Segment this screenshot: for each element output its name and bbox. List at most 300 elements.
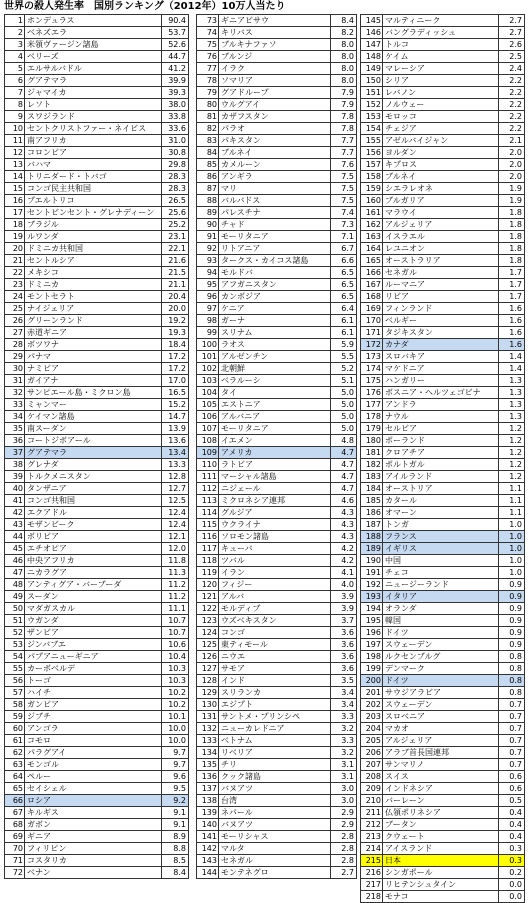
table-row xyxy=(197,255,357,267)
table-row xyxy=(361,591,525,603)
rate-cell: 20.0 xyxy=(162,303,189,315)
table-row xyxy=(197,651,357,663)
country-cell: シンガポール xyxy=(383,867,499,879)
rate-cell: 14.7 xyxy=(162,411,189,423)
rate-cell: 1.1 xyxy=(499,507,525,519)
country-cell: ルワンダ xyxy=(25,231,162,243)
rate-cell: 90.4 xyxy=(162,15,189,27)
rate-cell: 3.5 xyxy=(331,675,357,687)
rate-cell: 1.4 xyxy=(499,363,525,375)
country-cell: バーレーン xyxy=(383,795,499,807)
rank-cell: 58 xyxy=(5,699,25,711)
country-cell: ブルネイ xyxy=(383,171,499,183)
country-cell: ジンバブエ xyxy=(25,639,162,651)
table-row xyxy=(361,831,525,843)
country-cell: タイ xyxy=(219,387,331,399)
rate-cell: 1.1 xyxy=(499,495,525,507)
country-cell: ポーランド xyxy=(383,435,499,447)
country-cell: ドミニカ xyxy=(25,279,162,291)
rank-cell: 50 xyxy=(5,603,25,615)
country-cell: セネガル xyxy=(383,267,499,279)
table-row xyxy=(197,423,357,435)
country-cell: イタリア xyxy=(383,591,499,603)
country-cell: ベルギー xyxy=(383,315,499,327)
country-cell: ペルー xyxy=(25,771,162,783)
rate-cell: 6.4 xyxy=(331,303,357,315)
rank-cell: 108 xyxy=(197,435,219,447)
country-cell: ガイアナ xyxy=(25,375,162,387)
rank-cell: 81 xyxy=(197,111,219,123)
rate-cell: 0.7 xyxy=(499,747,525,759)
rank-cell: 126 xyxy=(197,651,219,663)
country-cell: アンギラ xyxy=(219,171,331,183)
ranking-column-3 xyxy=(360,14,525,903)
rank-cell: 173 xyxy=(361,351,383,363)
rank-cell: 88 xyxy=(197,195,219,207)
rate-cell: 5.0 xyxy=(331,399,357,411)
country-cell: モーリタニア xyxy=(219,423,331,435)
table-row xyxy=(197,531,357,543)
country-cell: バヌアツ xyxy=(219,783,331,795)
rate-cell: 4.0 xyxy=(331,579,357,591)
table-row xyxy=(197,435,357,447)
rate-cell: 0.3 xyxy=(499,855,525,867)
rate-cell: 0.6 xyxy=(499,783,525,795)
rate-cell: 6.5 xyxy=(331,291,357,303)
table-row xyxy=(5,327,189,339)
rate-cell: 17.2 xyxy=(162,363,189,375)
rank-cell: 133 xyxy=(197,735,219,747)
country-cell: オーストリア xyxy=(383,483,499,495)
table-row xyxy=(197,243,357,255)
country-cell: ブルガリア xyxy=(383,195,499,207)
rank-cell: 107 xyxy=(197,423,219,435)
rank-cell: 171 xyxy=(361,327,383,339)
table-row xyxy=(5,147,189,159)
table-row xyxy=(5,291,189,303)
rank-cell: 70 xyxy=(5,843,25,855)
rank-cell: 16 xyxy=(5,195,25,207)
rate-cell: 25.6 xyxy=(162,207,189,219)
rank-cell: 34 xyxy=(5,411,25,423)
table-row xyxy=(5,603,189,615)
country-cell: セネガル xyxy=(219,855,331,867)
rank-cell: 175 xyxy=(361,375,383,387)
rank-cell: 102 xyxy=(197,363,219,375)
rate-cell: 0.4 xyxy=(499,807,525,819)
country-cell: アンゴラ xyxy=(25,723,162,735)
rate-cell: 7.4 xyxy=(331,207,357,219)
rank-cell: 61 xyxy=(5,735,25,747)
rank-cell: 6 xyxy=(5,75,25,87)
rank-cell: 196 xyxy=(361,627,383,639)
table-row xyxy=(361,15,525,27)
country-cell: ナイジェリア xyxy=(25,303,162,315)
rate-cell: 39.9 xyxy=(162,75,189,87)
table-row xyxy=(5,567,189,579)
rate-cell: 3.6 xyxy=(331,651,357,663)
rate-cell: 2.2 xyxy=(499,123,525,135)
table-row xyxy=(5,735,189,747)
table-row xyxy=(5,75,189,87)
rate-cell: 4.6 xyxy=(331,495,357,507)
rank-cell: 101 xyxy=(197,351,219,363)
table-row xyxy=(5,219,189,231)
rate-cell: 0.9 xyxy=(499,639,525,651)
rate-cell: 38.0 xyxy=(162,99,189,111)
rank-cell: 144 xyxy=(197,867,219,879)
rank-cell: 117 xyxy=(197,543,219,555)
rank-cell: 149 xyxy=(361,63,383,75)
country-cell: 中国 xyxy=(383,555,499,567)
country-cell: ツバル xyxy=(219,555,331,567)
rank-cell: 1 xyxy=(5,15,25,27)
rank-cell: 187 xyxy=(361,519,383,531)
rank-cell: 85 xyxy=(197,159,219,171)
country-cell: スリナム xyxy=(219,327,331,339)
rate-cell: 23.1 xyxy=(162,231,189,243)
rate-cell: 7.5 xyxy=(331,183,357,195)
country-cell: ガーナ xyxy=(219,315,331,327)
table-row xyxy=(361,183,525,195)
country-cell: パキスタン xyxy=(219,135,331,147)
table-row xyxy=(197,63,357,75)
table-row xyxy=(5,135,189,147)
rank-cell: 213 xyxy=(361,831,383,843)
table-row xyxy=(361,531,525,543)
table-row xyxy=(197,687,357,699)
rate-cell: 30.8 xyxy=(162,147,189,159)
rate-cell: 3.6 xyxy=(331,639,357,651)
rate-cell: 1.8 xyxy=(499,219,525,231)
country-cell: オランダ xyxy=(383,603,499,615)
rate-cell: 0.7 xyxy=(499,723,525,735)
table-row xyxy=(5,699,189,711)
country-cell: カナダ xyxy=(383,339,499,351)
table-row xyxy=(5,579,189,591)
rank-cell: 168 xyxy=(361,291,383,303)
table-row xyxy=(5,555,189,567)
country-cell: トルクメニスタン xyxy=(25,471,162,483)
rank-cell: 65 xyxy=(5,783,25,795)
rank-cell: 209 xyxy=(361,783,383,795)
country-cell: ソマリア xyxy=(219,75,331,87)
rate-cell: 2.5 xyxy=(499,51,525,63)
country-cell: ベラルーシ xyxy=(219,375,331,387)
country-cell: カーボベルデ xyxy=(25,663,162,675)
rank-cell: 89 xyxy=(197,207,219,219)
rank-cell: 216 xyxy=(361,867,383,879)
rate-cell: 3.6 xyxy=(331,627,357,639)
table-row xyxy=(197,327,357,339)
country-cell: ケニア xyxy=(219,303,331,315)
country-cell: イエメン xyxy=(219,435,331,447)
table-row xyxy=(5,759,189,771)
rank-cell: 42 xyxy=(5,507,25,519)
country-cell: レバノン xyxy=(383,87,499,99)
rate-cell: 11.1 xyxy=(162,603,189,615)
table-row xyxy=(197,399,357,411)
rate-cell: 10.1 xyxy=(162,711,189,723)
country-cell: リビア xyxy=(383,291,499,303)
table-row xyxy=(5,111,189,123)
country-cell: モーリタニア xyxy=(219,231,331,243)
country-cell: スワジランド xyxy=(25,111,162,123)
country-cell: ガボン xyxy=(25,819,162,831)
rank-cell: 19 xyxy=(5,231,25,243)
rate-cell: 7.8 xyxy=(331,111,357,123)
rate-cell: 1.2 xyxy=(499,471,525,483)
table-row xyxy=(5,243,189,255)
rank-cell: 131 xyxy=(197,711,219,723)
rank-cell: 185 xyxy=(361,495,383,507)
rate-cell: 7.3 xyxy=(331,219,357,231)
rank-cell: 140 xyxy=(197,819,219,831)
rate-cell: 1.2 xyxy=(499,423,525,435)
table-row xyxy=(361,291,525,303)
rank-cell: 197 xyxy=(361,639,383,651)
table-row xyxy=(361,639,525,651)
country-cell: カメルーン xyxy=(219,159,331,171)
rank-cell: 68 xyxy=(5,819,25,831)
rate-cell: 0.9 xyxy=(499,591,525,603)
rank-cell: 13 xyxy=(5,159,25,171)
rate-cell: 10.0 xyxy=(162,735,189,747)
table-row xyxy=(5,795,189,807)
rank-cell: 87 xyxy=(197,183,219,195)
rank-cell: 8 xyxy=(5,99,25,111)
country-cell: ウズベキスタン xyxy=(219,615,331,627)
country-cell: トルコ xyxy=(383,39,499,51)
country-cell: モザンビーク xyxy=(25,519,162,531)
rate-cell: 22.1 xyxy=(162,243,189,255)
rate-cell: 2.7 xyxy=(499,27,525,39)
rank-cell: 162 xyxy=(361,219,383,231)
country-cell: スリランカ xyxy=(219,687,331,699)
rate-cell: 2.1 xyxy=(499,135,525,147)
rate-cell: 4.7 xyxy=(331,483,357,495)
rank-cell: 155 xyxy=(361,135,383,147)
country-cell: トリニダード・トバゴ xyxy=(25,171,162,183)
rank-cell: 43 xyxy=(5,519,25,531)
rank-cell: 75 xyxy=(197,39,219,51)
rate-cell: 4.7 xyxy=(331,471,357,483)
table-row xyxy=(197,123,357,135)
country-cell: エストニア xyxy=(219,399,331,411)
rate-cell: 29.8 xyxy=(162,159,189,171)
country-cell: ラオス xyxy=(219,339,331,351)
rate-cell: 6.7 xyxy=(331,243,357,255)
country-cell: 日本 xyxy=(383,855,499,867)
table-row xyxy=(5,807,189,819)
table-row xyxy=(197,831,357,843)
country-cell: マルタ xyxy=(219,843,331,855)
country-cell: ボリビア xyxy=(25,531,162,543)
rate-cell: 4.2 xyxy=(331,555,357,567)
rate-cell: 1.1 xyxy=(499,483,525,495)
table-row xyxy=(197,15,357,27)
rank-cell: 30 xyxy=(5,363,25,375)
rate-cell: 16.5 xyxy=(162,387,189,399)
country-cell: サンマリノ xyxy=(383,759,499,771)
table-row xyxy=(361,579,525,591)
rank-cell: 15 xyxy=(5,183,25,195)
rate-cell: 19.2 xyxy=(162,315,189,327)
country-cell: キューバ xyxy=(219,543,331,555)
rank-cell: 32 xyxy=(5,387,25,399)
country-cell: マケドニア xyxy=(383,363,499,375)
rank-cell: 194 xyxy=(361,603,383,615)
country-cell: パプアニューギニア xyxy=(25,651,162,663)
table-row xyxy=(197,219,357,231)
rate-cell: 0.9 xyxy=(499,603,525,615)
country-cell: イスラエル xyxy=(383,231,499,243)
country-cell: エルサルバドル xyxy=(25,63,162,75)
rate-cell: 9.6 xyxy=(162,771,189,783)
country-cell: グレナダ xyxy=(25,459,162,471)
rate-cell: 0.8 xyxy=(499,687,525,699)
rank-cell: 100 xyxy=(197,339,219,351)
table-row xyxy=(361,555,525,567)
table-row xyxy=(197,387,357,399)
rate-cell: 10.7 xyxy=(162,615,189,627)
table-row xyxy=(197,183,357,195)
table-row xyxy=(197,843,357,855)
table-row xyxy=(5,423,189,435)
rate-cell: 0.7 xyxy=(499,699,525,711)
table-row xyxy=(361,855,525,867)
table-row xyxy=(5,819,189,831)
rate-cell: 0.0 xyxy=(499,879,525,891)
rate-cell: 3.6 xyxy=(331,663,357,675)
rank-cell: 78 xyxy=(197,75,219,87)
rate-cell: 0.7 xyxy=(499,735,525,747)
country-cell: アルジェリア xyxy=(383,219,499,231)
rate-cell: 6.1 xyxy=(331,327,357,339)
country-cell: アフガニスタン xyxy=(219,279,331,291)
rate-cell: 15.2 xyxy=(162,399,189,411)
table-row xyxy=(197,339,357,351)
table-row xyxy=(5,591,189,603)
table-row xyxy=(5,687,189,699)
rank-cell: 84 xyxy=(197,147,219,159)
country-cell: インドネシア xyxy=(383,783,499,795)
table-row xyxy=(197,267,357,279)
rate-cell: 52.6 xyxy=(162,39,189,51)
table-row xyxy=(5,519,189,531)
rate-cell: 0.0 xyxy=(499,891,525,903)
table-row xyxy=(5,711,189,723)
rate-cell: 21.5 xyxy=(162,267,189,279)
rank-cell: 110 xyxy=(197,459,219,471)
table-row xyxy=(197,207,357,219)
table-row xyxy=(197,615,357,627)
rate-cell: 10.2 xyxy=(162,687,189,699)
rank-cell: 114 xyxy=(197,507,219,519)
rate-cell: 12.5 xyxy=(162,495,189,507)
table-row xyxy=(197,111,357,123)
rank-cell: 200 xyxy=(361,675,383,687)
country-cell: ミャンマー xyxy=(25,399,162,411)
rate-cell: 17.0 xyxy=(162,375,189,387)
ranking-column-2 xyxy=(196,14,357,879)
country-cell: ニューカレドニア xyxy=(219,723,331,735)
rank-cell: 82 xyxy=(197,123,219,135)
country-cell: グルジア xyxy=(219,507,331,519)
page-title: 世界の殺人発生率 国別ランキング（2012年）10万人当たり xyxy=(4,1,286,12)
rate-cell: 39.3 xyxy=(162,87,189,99)
table-row xyxy=(5,27,189,39)
table-row xyxy=(361,663,525,675)
rank-cell: 143 xyxy=(197,855,219,867)
rate-cell: 3.3 xyxy=(331,711,357,723)
table-row xyxy=(361,111,525,123)
country-cell: フィリピン xyxy=(25,843,162,855)
country-cell: セントクリストファー・ネイビス xyxy=(25,123,162,135)
rate-cell: 12.0 xyxy=(162,543,189,555)
country-cell: バルバドス xyxy=(219,195,331,207)
table-row xyxy=(361,675,525,687)
rate-cell: 3.0 xyxy=(331,795,357,807)
table-row xyxy=(361,543,525,555)
rank-cell: 24 xyxy=(5,291,25,303)
rate-cell: 1.6 xyxy=(499,327,525,339)
rank-cell: 138 xyxy=(197,795,219,807)
table-row xyxy=(361,231,525,243)
country-cell: フィンランド xyxy=(383,303,499,315)
country-cell: アイスランド xyxy=(383,843,499,855)
country-cell: スウェーデン xyxy=(383,699,499,711)
rate-cell: 7.9 xyxy=(331,87,357,99)
table-row xyxy=(361,435,525,447)
rank-cell: 29 xyxy=(5,351,25,363)
country-cell: バングラディッシュ xyxy=(383,27,499,39)
country-cell: コンゴ共和国 xyxy=(25,495,162,507)
rank-cell: 66 xyxy=(5,795,25,807)
rate-cell: 12.1 xyxy=(162,531,189,543)
country-cell: レソト xyxy=(25,99,162,111)
country-cell: マリ xyxy=(219,183,331,195)
rate-cell: 1.3 xyxy=(499,375,525,387)
table-row xyxy=(5,483,189,495)
table-row xyxy=(361,567,525,579)
rank-cell: 4 xyxy=(5,51,25,63)
rank-cell: 164 xyxy=(361,243,383,255)
table-row xyxy=(5,411,189,423)
country-cell: スウェーデン xyxy=(383,639,499,651)
country-cell: ポルトガル xyxy=(383,459,499,471)
rate-cell: 7.9 xyxy=(331,99,357,111)
rate-cell: 3.2 xyxy=(331,723,357,735)
table-row xyxy=(361,627,525,639)
rank-cell: 80 xyxy=(197,99,219,111)
rate-cell: 10.3 xyxy=(162,675,189,687)
rank-cell: 148 xyxy=(361,51,383,63)
table-row xyxy=(197,555,357,567)
country-cell: パナマ xyxy=(25,351,162,363)
rank-cell: 189 xyxy=(361,543,383,555)
table-row xyxy=(361,507,525,519)
rate-cell: 5.0 xyxy=(331,411,357,423)
table-row xyxy=(361,51,525,63)
table-row xyxy=(197,483,357,495)
rate-cell: 0.4 xyxy=(499,819,525,831)
table-row xyxy=(5,651,189,663)
rate-cell: 8.0 xyxy=(331,63,357,75)
rank-cell: 199 xyxy=(361,663,383,675)
table-row xyxy=(197,75,357,87)
rank-cell: 161 xyxy=(361,207,383,219)
